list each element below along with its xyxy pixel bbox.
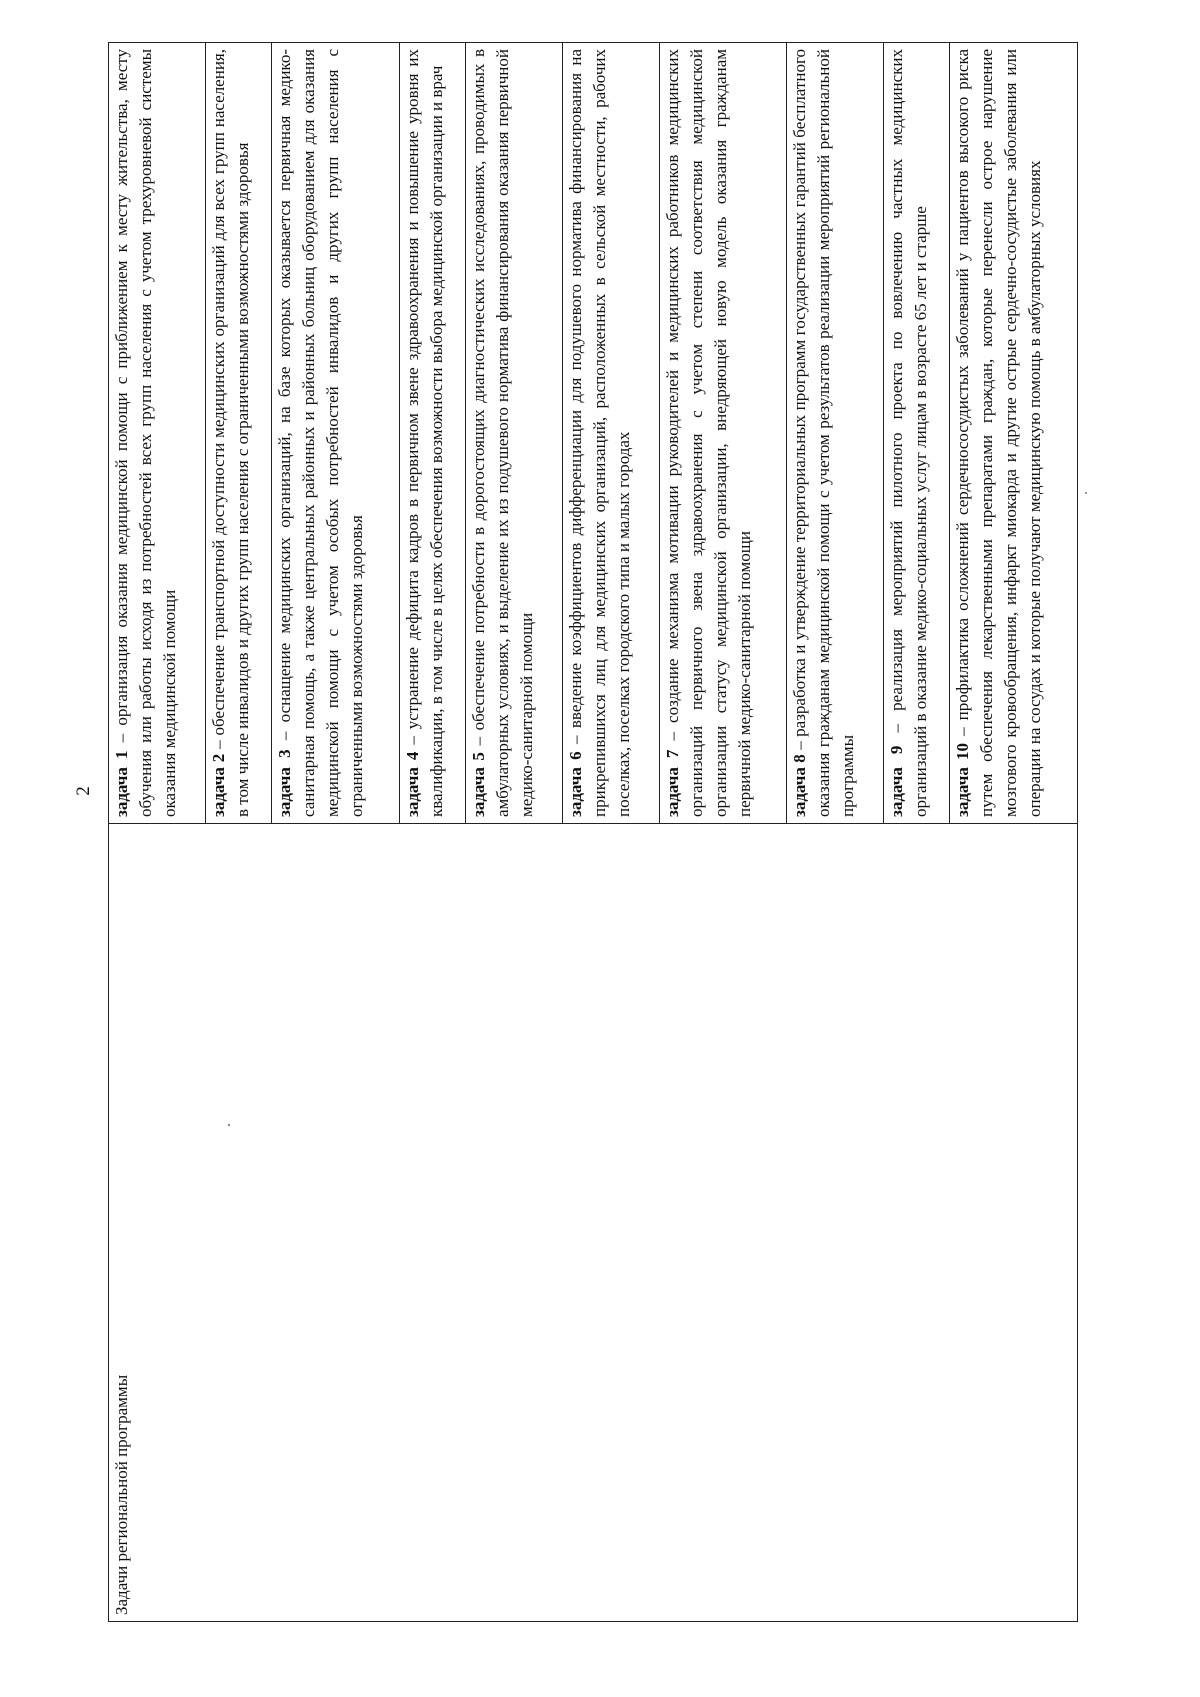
task-number: задача 1 [112, 750, 131, 817]
task-cell-1 [109, 43, 206, 824]
task-cell-5 [465, 43, 562, 824]
task-text: – организация оказания медицинской помощи с приближением к месту жительства, месту обучения или работы исходя из потребностей всех групп населения с учетом трехуровневой системы оказания медицинской помощи [112, 49, 179, 817]
tasks-table-container [108, 42, 1078, 1622]
task-text: – устранение дефицита кадров в первичном звене здравоохранения и повышение уровня их квалификации, в том числе в целях обеспечения возможности выбора медицинской организации и врач [402, 49, 446, 817]
task-text: – профилактика осложнений сердечнососудистых заболеваний у пациентов высокого риска путем обеспечения лекарственными препаратами граждан, которые перенесли острое нарушение мозгового кровообращения, инфаркт миокарда и другие острые сердечно-сосудистые заболевания или операции на сосудах и которые получают медицинскую помощь в амбулаторных условиях [953, 49, 1045, 817]
task-text: – реализация мероприятий пилотного проекта по вовлечению частных медицинских организаций в оказание медико-социальных услуг лицам в возрасте 65 лет и старше [887, 49, 931, 817]
task-text: – обеспечение транспортной доступности медицинских организаций для всех групп населения, в том числе инвалидов и других групп населения с ограниченными возможностями здоровья [208, 49, 252, 817]
task-cell-8 [787, 43, 884, 824]
page-number: 2 [73, 786, 94, 796]
task-text: – введение коэффициентов дифференциации для подушевого норматива финансирования на прикрепившихся лиц для медицинских организаций, расположенных в сельской местности, рабочих поселках, поселках городского типа и малых городах [565, 48, 633, 817]
row-label: Задачи региональной программы [109, 824, 1078, 1622]
task-cell-7 [659, 43, 787, 824]
task-number: задача 10 [953, 743, 973, 817]
task-number: задача 3 [275, 749, 295, 817]
task-number: задача 6 [565, 751, 585, 817]
scan-speck [228, 1124, 230, 1126]
task-text: – создание механизма мотивации руководителей и медицинских работников медицинских организаций первичного звена здравоохранения с учетом степени соответствия медицинской организации статусу медицинской организации, внедряющей новую модель оказания гражданам первичной медико-санитарной помощи [662, 48, 754, 817]
task-cell-4 [399, 43, 465, 824]
task-number: задача 4 [402, 751, 422, 817]
task-number: задача 2 [208, 753, 228, 817]
task-number: задача 9 [887, 745, 907, 817]
task-text: – разработка и утверждение территориальных программ государственных гарантий бесплатного оказания гражданам медицинской помощи с учетом результатов реализации мероприятий региональной программы [790, 49, 858, 817]
task-text: – оснащение медицинских организаций, на базе которых оказывается первичная медико-санитарная помощь, а также центральных районных и районных больниц оборудованием для оказания медицинской помощи с учетом особых потребностей инвалидов и других групп населения с ограниченными возможностями здоровья [275, 49, 367, 817]
task-cell-10 [950, 43, 1078, 824]
tasks-table [108, 42, 1078, 1622]
task-number: задача 8 [790, 754, 810, 817]
task-number: задача 7 [662, 749, 682, 817]
task-number: задача 5 [468, 752, 488, 817]
task-cell-9 [884, 43, 950, 824]
task-cell-3 [272, 43, 400, 824]
task-cell-6 [562, 43, 659, 824]
task-text: – обеспечение потребности в дорогостоящих диагностических исследованиях, проводимых в амбулаторных условиях, и выделение их из подушевого норматива финансирования оказания первичной медико-санитарной помощи [468, 49, 536, 817]
scan-speck [1085, 492, 1087, 494]
table-row [109, 43, 206, 1622]
task-cell-2 [205, 43, 271, 824]
